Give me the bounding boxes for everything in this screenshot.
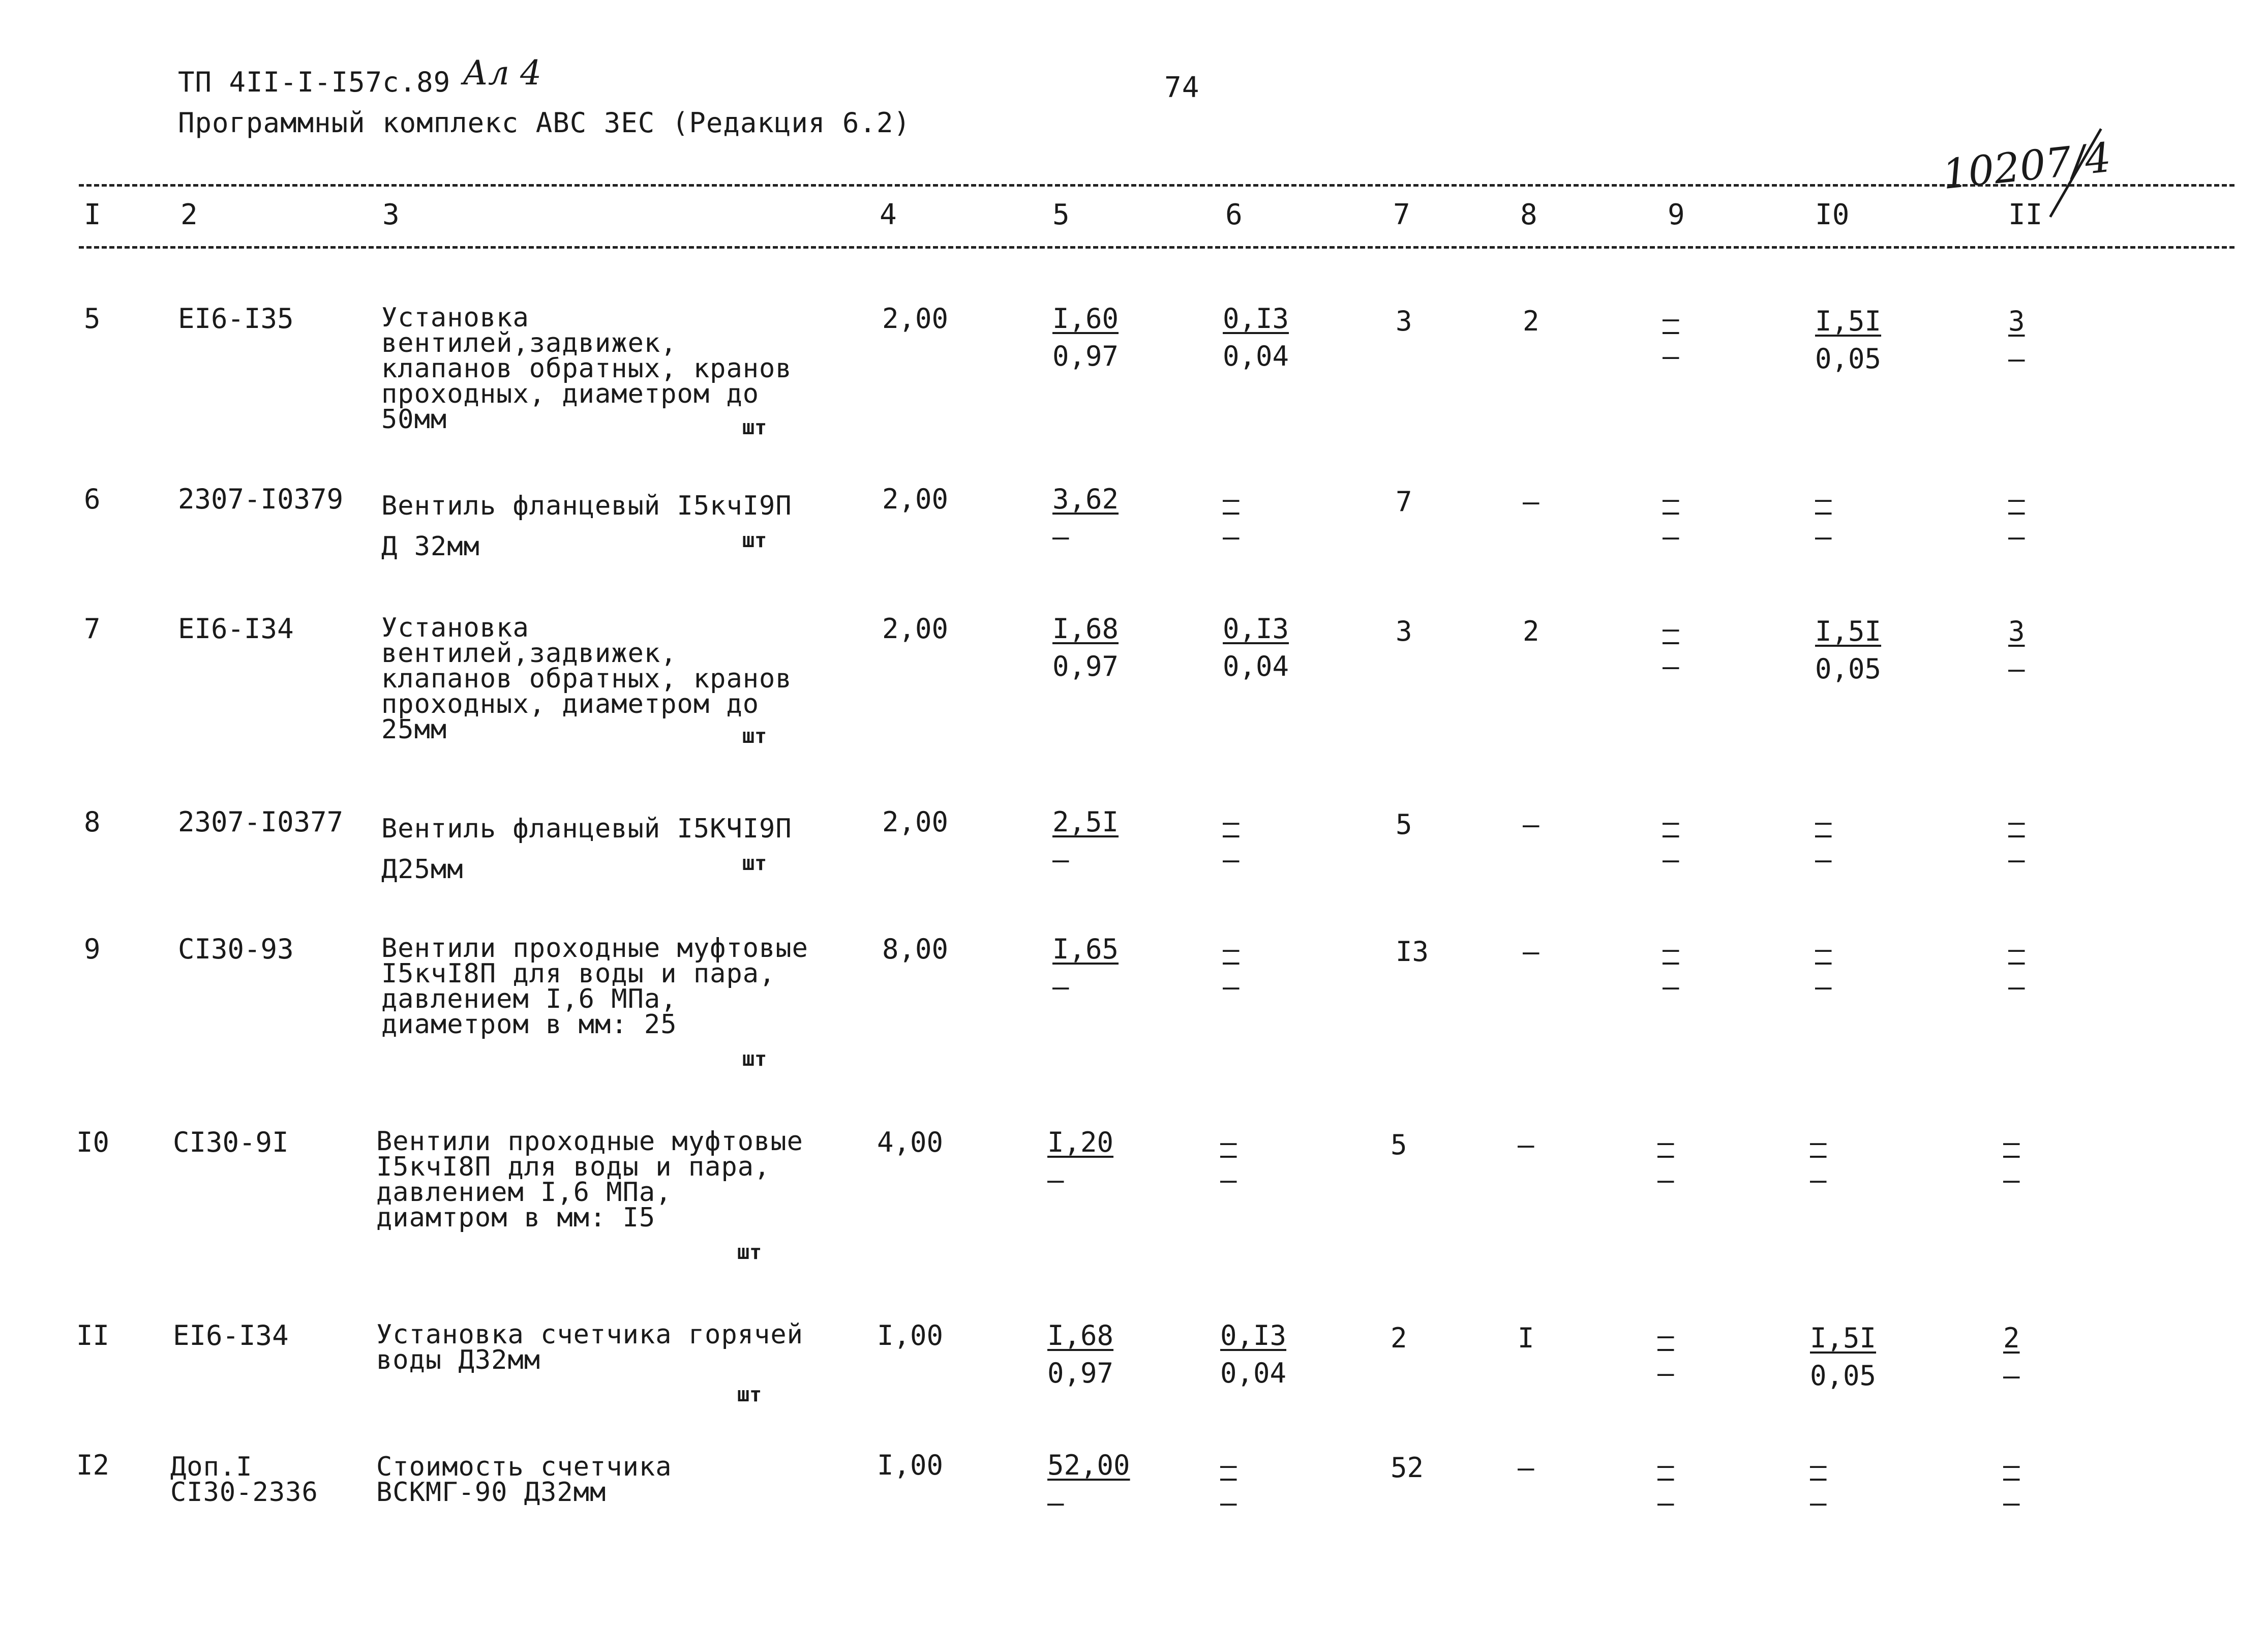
col5-value bbox=[1052, 930, 1119, 1006]
header-rule-bottom bbox=[79, 246, 2234, 249]
col9-value bbox=[1657, 1447, 1674, 1522]
row-description: Стоимость счетчика ВСКМГ-90 Д32мм bbox=[376, 1452, 672, 1508]
col9-top: – bbox=[1663, 613, 1679, 645]
row-unit: шт bbox=[742, 725, 767, 748]
col10-top: – bbox=[1810, 1449, 1827, 1481]
col9-value bbox=[1657, 1317, 1674, 1392]
col8-value: I bbox=[1518, 1322, 1534, 1354]
col6-top: – bbox=[1220, 1126, 1237, 1158]
col9-bottom: – bbox=[1663, 844, 1679, 876]
col5-top: 52,00 bbox=[1047, 1449, 1130, 1481]
handwritten-ref: 10207/4 bbox=[1940, 133, 2113, 199]
col-heading-11: II bbox=[2008, 198, 2043, 231]
col10-bottom: – bbox=[1810, 1487, 1827, 1519]
col6-value bbox=[1223, 480, 1240, 556]
col6-bottom: 0,04 bbox=[1223, 340, 1289, 372]
col6-top: – bbox=[1220, 1449, 1237, 1481]
col6-value bbox=[1223, 300, 1289, 375]
col9-value bbox=[1663, 480, 1679, 556]
col11-bottom: – bbox=[2008, 971, 2025, 1003]
col9-value bbox=[1663, 300, 1679, 375]
col11-bottom: – bbox=[2008, 343, 2025, 375]
col5-top: I,65 bbox=[1052, 933, 1119, 965]
col6-value bbox=[1223, 610, 1289, 685]
col9-bottom: – bbox=[1663, 971, 1679, 1003]
col5-value bbox=[1052, 300, 1119, 375]
col6-bottom: – bbox=[1223, 971, 1240, 1003]
col5-bottom: – bbox=[1052, 971, 1069, 1003]
col5-bottom: 0,97 bbox=[1047, 1357, 1114, 1389]
col7-value: 52 bbox=[1391, 1452, 1424, 1484]
col11-value bbox=[2008, 613, 2025, 688]
col5-bottom: 0,97 bbox=[1052, 340, 1119, 372]
col5-value bbox=[1047, 1317, 1113, 1392]
col6-top: 0,I3 bbox=[1220, 1319, 1287, 1351]
col11-bottom: – bbox=[2008, 653, 2025, 685]
col10-top: I,5I bbox=[1810, 1322, 1877, 1354]
col5-value bbox=[1052, 610, 1119, 685]
col7-value: 5 bbox=[1396, 808, 1412, 840]
col11-value bbox=[2003, 1447, 2020, 1522]
col7-value: 7 bbox=[1396, 486, 1412, 518]
col9-top: – bbox=[1663, 483, 1679, 515]
col6-top: 0,I3 bbox=[1223, 303, 1289, 335]
col9-top: – bbox=[1663, 806, 1679, 838]
col8-value: 2 bbox=[1523, 305, 1539, 337]
row-code: EI6-I34 bbox=[178, 613, 294, 645]
col9-bottom: – bbox=[1657, 1357, 1674, 1389]
col11-value bbox=[2008, 930, 2025, 1006]
row-number: 7 bbox=[84, 613, 101, 645]
col11-value bbox=[2008, 303, 2025, 378]
col10-top: I,5I bbox=[1815, 615, 1882, 647]
row-quantity: I,00 bbox=[877, 1319, 944, 1351]
row-unit: шт bbox=[742, 529, 767, 552]
row-quantity: I,00 bbox=[877, 1449, 944, 1481]
col9-value bbox=[1663, 803, 1679, 879]
row-description: Вентили проходные муфтовые I5кчI8П для воды и пара, давлением I,6 МПа, диаметром в мм: 25 bbox=[381, 933, 808, 1040]
row-number: I2 bbox=[76, 1449, 110, 1481]
col6-bottom: – bbox=[1220, 1487, 1237, 1519]
row-code: 2307-I0379 bbox=[178, 483, 344, 515]
col10-value bbox=[1815, 480, 1832, 556]
row-code: Доп.I CI30-2336 bbox=[170, 1452, 318, 1508]
col5-top: 2,5I bbox=[1052, 806, 1119, 838]
col9-top: – bbox=[1657, 1126, 1674, 1158]
col10-value bbox=[1810, 1447, 1827, 1522]
col9-bottom: – bbox=[1657, 1487, 1674, 1519]
row-number: 6 bbox=[84, 483, 101, 515]
col-heading-10: I0 bbox=[1815, 198, 1850, 231]
col10-top: – bbox=[1815, 933, 1832, 965]
col10-bottom: – bbox=[1815, 971, 1832, 1003]
col8-value: – bbox=[1523, 936, 1539, 968]
col5-bottom: – bbox=[1047, 1164, 1064, 1196]
col10-value bbox=[1815, 303, 1881, 378]
col8-value: – bbox=[1518, 1452, 1534, 1484]
col6-bottom: – bbox=[1220, 1164, 1237, 1196]
col6-top: 0,I3 bbox=[1223, 613, 1289, 645]
col9-value bbox=[1657, 1124, 1674, 1199]
handwritten-note: Ал 4 bbox=[463, 53, 541, 93]
document-subtitle: Программный комплекс АВС 3ЕС (Редакция 6.2) bbox=[178, 107, 911, 139]
col11-top: – bbox=[2008, 933, 2025, 965]
col6-bottom: 0,04 bbox=[1220, 1357, 1287, 1389]
col11-value bbox=[2003, 1124, 2020, 1199]
col-heading-4: 4 bbox=[880, 198, 897, 231]
col-heading-2: 2 bbox=[180, 198, 198, 231]
col5-top: I,68 bbox=[1047, 1319, 1114, 1351]
row-number: 5 bbox=[84, 303, 101, 335]
col11-top: – bbox=[2008, 806, 2025, 838]
row-quantity: 8,00 bbox=[882, 933, 949, 965]
row-description: Вентиль фланцевый I5кчI9П Д 32мм bbox=[381, 491, 792, 562]
row-number: 8 bbox=[84, 806, 101, 838]
col-heading-9: 9 bbox=[1668, 198, 1685, 231]
col6-value bbox=[1220, 1124, 1237, 1199]
col7-value: 5 bbox=[1391, 1129, 1407, 1161]
col11-bottom: – bbox=[2003, 1487, 2020, 1519]
col6-bottom: – bbox=[1223, 844, 1240, 876]
col9-bottom: – bbox=[1663, 521, 1679, 553]
col5-top: I,68 bbox=[1052, 613, 1119, 645]
col10-top: – bbox=[1815, 483, 1832, 515]
col9-top: – bbox=[1657, 1449, 1674, 1481]
col8-value: – bbox=[1518, 1129, 1534, 1161]
col11-top: – bbox=[2008, 483, 2025, 515]
col8-value: – bbox=[1523, 808, 1539, 840]
row-number: II bbox=[76, 1319, 110, 1351]
col11-bottom: – bbox=[2008, 521, 2025, 553]
row-number: I0 bbox=[76, 1126, 110, 1158]
col11-bottom: – bbox=[2008, 844, 2025, 876]
col11-top: – bbox=[2003, 1126, 2020, 1158]
col10-top: – bbox=[1810, 1126, 1827, 1158]
col10-bottom: – bbox=[1815, 844, 1832, 876]
col10-top: I,5I bbox=[1815, 305, 1882, 337]
col7-value: 3 bbox=[1396, 615, 1412, 647]
col5-value bbox=[1047, 1447, 1130, 1522]
col7-value: 2 bbox=[1391, 1322, 1407, 1354]
col5-value bbox=[1047, 1124, 1113, 1199]
row-quantity: 2,00 bbox=[882, 806, 949, 838]
col10-bottom: – bbox=[1815, 521, 1832, 553]
col10-bottom: 0,05 bbox=[1815, 653, 1882, 685]
col5-bottom: 0,97 bbox=[1052, 650, 1119, 682]
col9-top: – bbox=[1663, 303, 1679, 335]
col10-value bbox=[1815, 930, 1832, 1006]
row-number: 9 bbox=[84, 933, 101, 965]
col10-bottom: 0,05 bbox=[1815, 343, 1882, 375]
col9-top: – bbox=[1657, 1319, 1674, 1351]
row-code: EI6-I34 bbox=[173, 1319, 289, 1351]
col5-value bbox=[1052, 803, 1119, 879]
row-quantity: 2,00 bbox=[882, 483, 949, 515]
row-code: CI30-9I bbox=[173, 1126, 289, 1158]
col-heading-6: 6 bbox=[1225, 198, 1243, 231]
col11-bottom: – bbox=[2003, 1164, 2020, 1196]
page-number: 74 bbox=[1164, 71, 1200, 104]
col11-top: 3 bbox=[2008, 615, 2025, 647]
col9-value bbox=[1663, 930, 1679, 1006]
header-rule-top bbox=[79, 184, 2234, 187]
row-description: Вентили проходные муфтовые I5кчI8П для воды и пара, давлением I,6 МПа, диамтром в мм: I5 bbox=[376, 1126, 803, 1233]
col8-value: – bbox=[1523, 486, 1539, 518]
col9-bottom: – bbox=[1663, 650, 1679, 682]
row-unit: шт bbox=[737, 1383, 762, 1406]
col9-value bbox=[1663, 610, 1679, 685]
col11-value bbox=[2008, 803, 2025, 879]
col11-top: – bbox=[2003, 1449, 2020, 1481]
col6-value bbox=[1220, 1447, 1237, 1522]
col6-top: – bbox=[1223, 483, 1240, 515]
col5-value bbox=[1052, 480, 1119, 556]
col11-top: 3 bbox=[2008, 305, 2025, 337]
row-description: Установка вентилей,задвижек, клапанов обратных, кранов проходных, диаметром до 50мм bbox=[381, 303, 792, 435]
col6-value bbox=[1220, 1317, 1286, 1392]
row-description: Установка вентилей,задвижек, клапанов обратных, кранов проходных, диаметром до 25мм bbox=[381, 613, 792, 745]
col10-bottom: 0,05 bbox=[1810, 1360, 1877, 1392]
col5-top: 3,62 bbox=[1052, 483, 1119, 515]
row-unit: шт bbox=[742, 1047, 767, 1071]
col11-bottom: – bbox=[2003, 1360, 2020, 1392]
col9-bottom: – bbox=[1663, 340, 1679, 372]
col6-top: – bbox=[1223, 933, 1240, 965]
col-heading-1: I bbox=[84, 198, 101, 231]
col8-value: 2 bbox=[1523, 615, 1539, 647]
row-unit: шт bbox=[742, 852, 767, 875]
col10-value bbox=[1810, 1124, 1827, 1199]
col-heading-5: 5 bbox=[1052, 198, 1070, 231]
row-unit: шт bbox=[737, 1241, 762, 1264]
col7-value: 3 bbox=[1396, 305, 1412, 337]
col9-top: – bbox=[1663, 933, 1679, 965]
row-code: EI6-I35 bbox=[178, 303, 294, 335]
row-quantity: 4,00 bbox=[877, 1126, 944, 1158]
col11-value bbox=[2008, 480, 2025, 556]
row-code: 2307-I0377 bbox=[178, 806, 344, 838]
col6-bottom: – bbox=[1223, 521, 1240, 553]
col5-bottom: – bbox=[1052, 844, 1069, 876]
col10-value bbox=[1815, 803, 1832, 879]
row-quantity: 2,00 bbox=[882, 613, 949, 645]
col6-value bbox=[1223, 803, 1240, 879]
col6-bottom: 0,04 bbox=[1223, 650, 1289, 682]
col7-value: I3 bbox=[1396, 936, 1429, 968]
row-description: Установка счетчика горячей воды Д32мм bbox=[376, 1319, 803, 1375]
row-code: CI30-93 bbox=[178, 933, 294, 965]
col6-value bbox=[1223, 930, 1240, 1006]
row-unit: шт bbox=[742, 416, 767, 439]
col5-top: I,60 bbox=[1052, 303, 1119, 335]
col10-value bbox=[1810, 1319, 1876, 1395]
col-heading-7: 7 bbox=[1393, 198, 1410, 231]
col10-top: – bbox=[1815, 806, 1832, 838]
col11-value bbox=[2003, 1319, 2020, 1395]
document-code: ТП 4II-I-I57с.89 bbox=[178, 66, 451, 98]
col6-top: – bbox=[1223, 806, 1240, 838]
col-heading-8: 8 bbox=[1520, 198, 1537, 231]
col5-bottom: – bbox=[1047, 1487, 1064, 1519]
col5-top: I,20 bbox=[1047, 1126, 1114, 1158]
col9-bottom: – bbox=[1657, 1164, 1674, 1196]
col10-bottom: – bbox=[1810, 1164, 1827, 1196]
col11-top: 2 bbox=[2003, 1322, 2020, 1354]
row-description: Вентиль фланцевый I5КЧI9П Д25мм bbox=[381, 814, 792, 885]
col-heading-3: 3 bbox=[382, 198, 400, 231]
row-quantity: 2,00 bbox=[882, 303, 949, 335]
col10-value bbox=[1815, 613, 1881, 688]
col5-bottom: – bbox=[1052, 521, 1069, 553]
